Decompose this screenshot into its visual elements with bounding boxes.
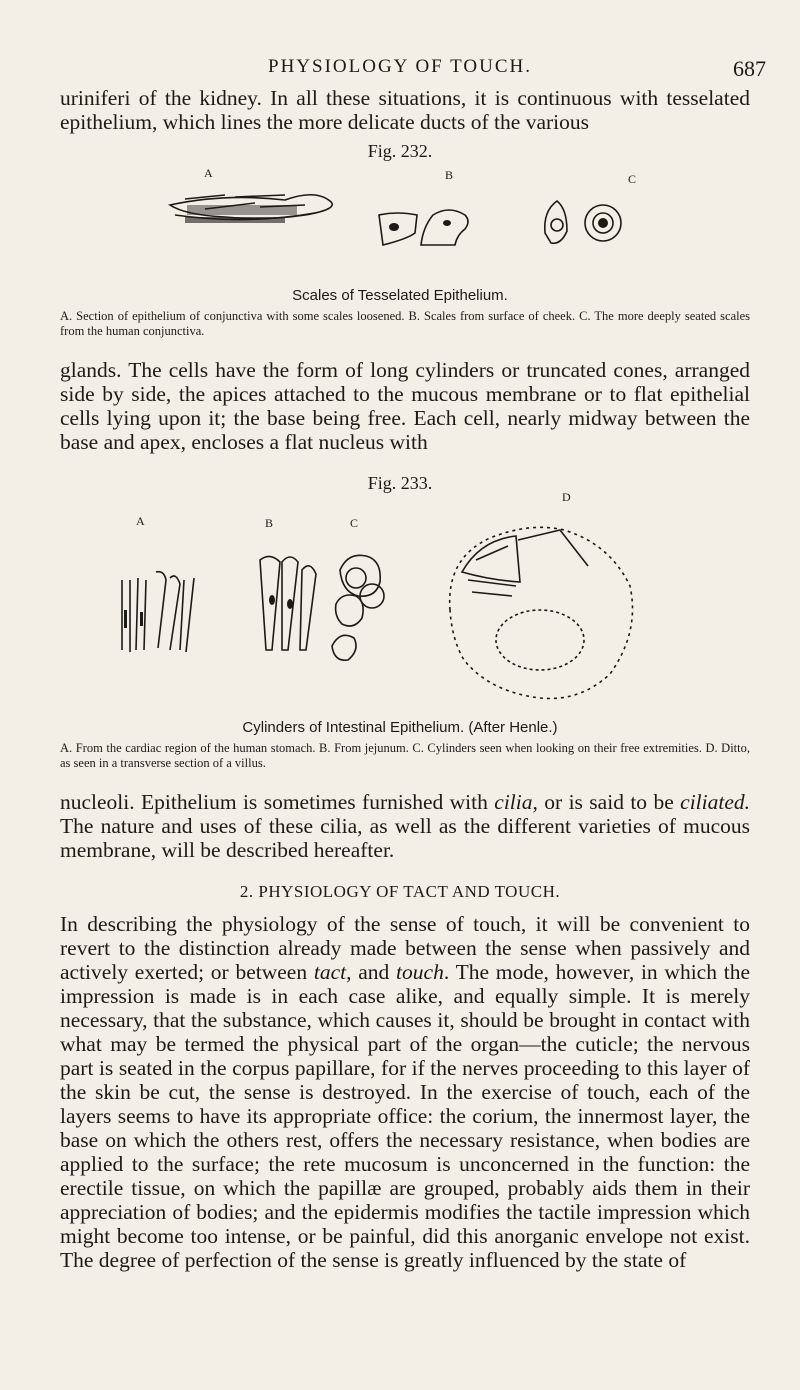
jejunum-cylinders-drawing [260,556,316,650]
figure-233-letter-a: A [136,514,145,528]
paragraph-nucleoli-text-1: nucleoli. Epithelium is sometimes furnished with [60,790,495,814]
paragraph-touch-text-3: . The mode, however, in which the impression is made is in each case alike, and equally simple. It is merely necessary, that the substance, which causes it, should be brought in contact with what may be termed the physical part of the organ—the cuticle; the nervous part is seated in the corpus papillare, for if the nerves proceeding to this layer of the skin be cut, the sense is destroyed. In the exercise of touch, each of the layers seems to have its appropriate office: the corium, the innermost layer, the base on which the others rest, offers the necessary resistance, when bodies are applied to the surface; the rete mucosum is unconcerned in the function: the erectile tissue, on which the papillæ are grouped, probably aids them in their appreciation of bodies; and the epidermis modifies the tactile impression which might become too intense, or be painful, did this anorganic envelope not exist. The degree of perfection of the sense is greatly influenced by the state of [60,960,750,1272]
figure-233-letter-c: C [350,516,359,530]
figure-232-letter-b: B [445,168,454,182]
deep-scales-drawing [545,201,621,243]
figure-233-caption: A. From the cardiac region of the human stomach. B. From jejunum. C. Cylinders seen when looking on their free extremities. D. Ditto, as seen in a transverse section of a villus. [60,741,750,770]
figure-232-letter-a: A [204,166,213,180]
paragraph-glands: glands. The cells have the form of long cylinders or truncated cones, arranged side by side, the apices attached to the mucous membrane or to flat epithelial cells lying upon it; the base being free. Each cell, nearly midway between the base and apex, encloses a flat nucleus with [60,358,750,454]
running-head: PHYSIOLOGY OF TOUCH. [268,56,532,77]
figure-232-caption: A. Section of epithelium of conjunctiva with some scales loosened. B. Scales from surface of cheek. C. The more deeply seated scales from the human conjunctiva. [60,309,750,338]
figure-232-label: Fig. 232. [367,141,433,161]
paragraph-touch [60,912,750,1272]
villus-section-drawing [450,527,633,698]
paragraph-continuation: uriniferi of the kidney. In all these situations, it is continuous with tesselated epithelium, which lines the more delicate ducts of the various [60,86,750,134]
page-number: 687 [733,56,766,81]
term-tact: tact [313,960,347,984]
figure-233-illustration [110,500,670,710]
epithelium-section-drawing [170,195,332,223]
figure-233-letter-b: B [265,516,274,530]
term-touch: touch [396,960,444,984]
paragraph-nucleoli-text-2: , or is said to be [532,790,681,814]
cheek-scales-drawing [379,210,468,245]
figure-233-label: Fig. 233. [367,473,433,493]
figure-233-letter-d: D [562,490,571,504]
figure-233-title: Cylinders of Intestinal Epithelium. (After Henle.) [242,719,558,736]
section-heading: 2. PHYSIOLOGY OF TACT AND TOUCH. [239,882,561,901]
paragraph-nucleoli-text-3: The nature and uses of these cilia, as well as the different varieties of mucous membrane, will be described hereafter. [60,814,750,862]
term-ciliated: ciliated. [680,790,751,814]
figure-232-illustration [165,175,655,275]
term-cilia: cilia [494,790,533,814]
paragraph-nucleoli [60,790,750,862]
page-header [0,56,800,84]
figure-232-title: Scales of Tesselated Epithelium. [292,287,508,304]
paragraph-touch-text-2: , and [346,960,397,984]
stomach-cylinders-drawing [122,572,194,652]
figure-232-letter-c: C [628,172,637,186]
paragraph-touch-text-1: In describing the physiology of the sense of touch, it will be convenient to revert to the distinction already made between the sense when passively and actively exerted; or between [60,912,750,984]
free-extremities-drawing [332,555,384,660]
